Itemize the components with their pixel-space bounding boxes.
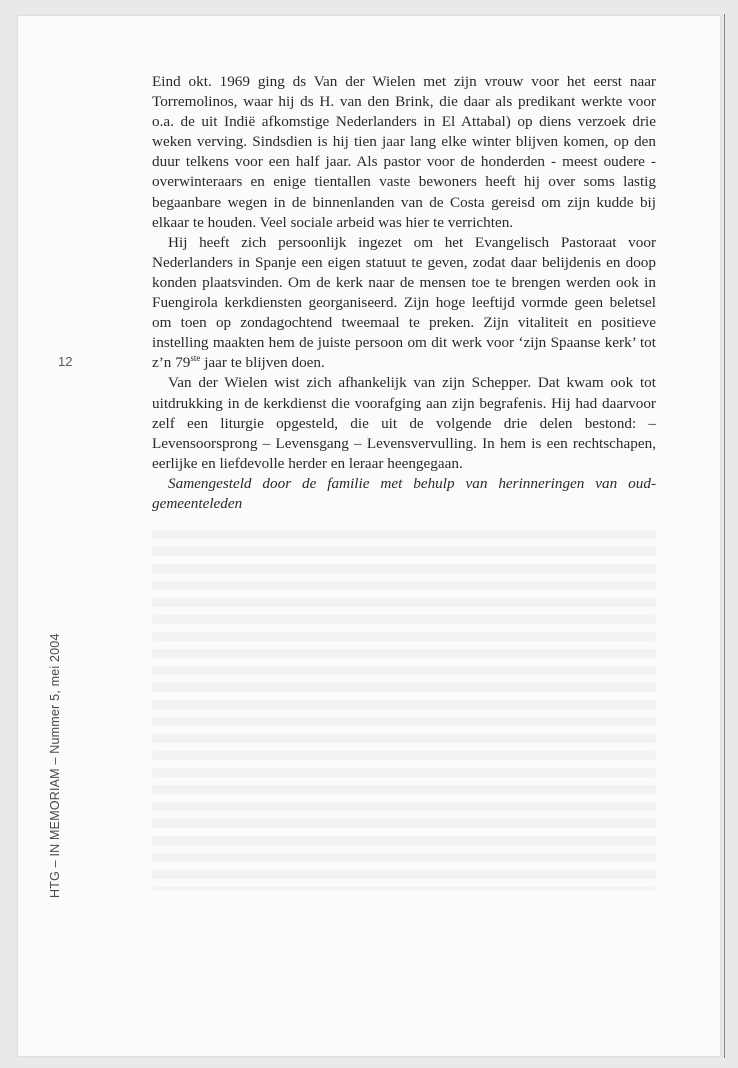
paragraph-3: Van der Wielen wist zich afhankelijk van zijn Schepper. Dat kwam ook tot uitdrukking in de kerkdienst die voorafging aan zijn begrafenis. Hij had daarvoor zelf een liturgie opgesteld, die uit de volgende drie delen bestond: – Levensoorsprong – Levensgang – Levensvervulling. In hem is een rechtschapen, eerlijke en liefdevolle herder en leraar heengegaan. [152,374,656,472]
running-footer: HTG – IN MEMORIAM – Nummer 5, mei 2004 [48,633,62,898]
article-body [152,72,656,514]
paragraph-1: Eind okt. 1969 ging ds Van der Wielen met zijn vrouw voor het eerst naar Torremolinos, waar hij ds H. van den Brink, die daar als predikant werkte voor o.a. de uit Indië afkomstige Nederlanders in El Attabal) op diens verzoek drie weken verving. Sindsdien is hij tien jaar lang elke winter blijven komen, op den duur telkens voor een half jaar. Als pastor voor de honderden - meest oudere - overwinteraars en enige tientallen vaste bewoners heeft hij over soms lastig begaanbare wegen in de binnenlanden van de Costa gereisd om zijn kudde bij elkaar te houden. Veel sociale arbeid was hier te verrichten. [152,73,656,231]
paragraph-2 [152,233,656,374]
page-number: 12 [58,354,73,369]
paragraph-2-tail: jaar te blijven doen. [200,354,325,372]
paragraph-2-text: Hij heeft zich persoonlijk ingezet om het Evangelisch Pastoraat voor Nederlanders in Spanje een eigen statuut te geven, zodat daar belijdenis en doop konden plaatsvinden. Om de kerk naar de mensen toe te brengen werden ook in Fuengirola kerkdiensten georganiseerd. Zijn hoge leeftijd vormde geen beletsel om toen op zondagochtend tweemaal te preken. Zijn vitaliteit en positieve instelling maakten hem de juiste persoon om dit werk voor ‘zijn Spaanse kerk’ tot z’n 79 [152,233,656,372]
ordinal-superscript: ste [190,353,201,364]
page-edge-divider [724,14,725,1058]
closing-credit: Samengesteld door de familie met behulp van herinneringen van oudgemeenteleden [152,474,656,512]
